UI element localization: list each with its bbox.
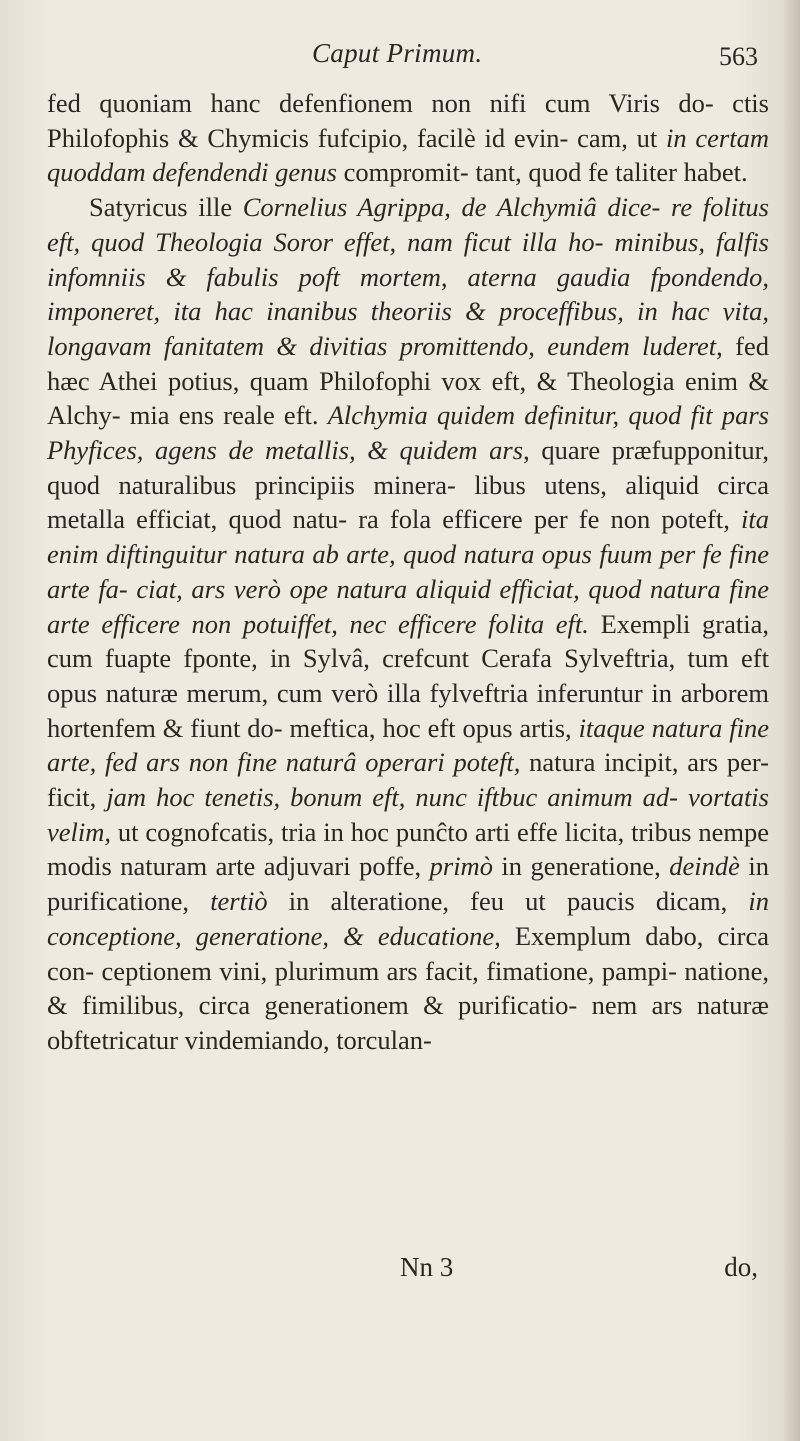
text-run: fed quoniam hanc defenfionem non nifi cum Viris do- ctis Philofophis & Chymicis fufcipio, facilè id evin- cam, ut bbox=[47, 88, 769, 153]
paragraph-2 bbox=[47, 190, 769, 1058]
italic-run: in conceptione, generatione, & educatione, bbox=[47, 886, 769, 951]
italic-run: Cornelius Agrippa, de Alchymiâ dice- re folitus eft, quod Theologia Soror effet, nam ficut illa ho- minibus, falfis infomniis & fabulis poft mortem, aterna gaudia fpondendo, imponeret, ita hac inanibus theoriis & proceffibus, in hac vita, longavam fanitatem & divitias promittendo, eundem luderet bbox=[47, 192, 769, 361]
italic-run: Alchymia quidem definitur, quod fit pars Phyfices, agens de metallis, & quidem ars bbox=[47, 400, 769, 466]
text-run: Exemplum dabo, circa con- ceptionem vini, plurimum ars facit, fimatione, pampi- natione, & fimilibus, circa generationem & purificatio- nem ars naturæ obftetricatur vindemiando, torculan- bbox=[47, 920, 769, 1055]
text-run: natura incipit, ars per- ficit, bbox=[47, 747, 769, 813]
body-text bbox=[47, 86, 769, 1058]
running-head: Caput Primum. bbox=[312, 38, 483, 68]
italic-run: deindè bbox=[669, 851, 740, 882]
page-header bbox=[0, 38, 800, 74]
page-footer bbox=[0, 1252, 800, 1292]
text-run: , fed hæc Athei potius, quam Philofophi vox eft, & Theologia enim & Alchy- mia ens reale eft. bbox=[47, 330, 769, 431]
italic-run: in certam quoddam defendendi genus bbox=[47, 122, 769, 188]
paragraph-1 bbox=[47, 86, 769, 190]
italic-run: jam hoc tenetis, bonum eft, nunc iftbuc animum ad- vortatis velim, bbox=[47, 782, 769, 847]
text-run: ut cognofcatis, tria in hoc punĉto arti effe licita, tribus nempe modis naturam arte adjuvari poffe, bbox=[47, 816, 769, 882]
text-run: , quare præfupponitur, quod naturalibus principiis minera- libus utens, aliquid circa metalla efficiat, quod natu- ra fola efficere per fe non poteft, bbox=[47, 435, 769, 535]
text-run: in generatione, bbox=[492, 851, 670, 882]
italic-run: itaque natura fine arte, fed ars non fine naturâ operari poteft, bbox=[47, 712, 770, 778]
italic-run: ita enim diftinguitur natura ab arte, quod natura opus fuum per fe fine arte fa- ciat, ars verò ope natura aliquid efficiat, quod natura fine arte efficere non potuiffet, nec efficere folita eft. bbox=[47, 504, 769, 639]
text-run: in alteratione, feu ut paucis dicam, bbox=[267, 886, 749, 917]
text-run: Satyricus ille bbox=[89, 192, 243, 223]
signature-mark: Nn 3 bbox=[400, 1252, 454, 1282]
italic-run: tertiò bbox=[210, 886, 268, 917]
catchword: do, bbox=[724, 1252, 758, 1282]
italic-run: primò bbox=[429, 851, 493, 882]
text-run: Exempli gratia, cum fuapte fponte, in Sylvâ, crefcunt Cerafa Sylveftria, tum eft opus naturæ merum, cum verò illa fylveftria inferuntur in arborem hortenfem & fiunt do- meftica, hoc eft opus artis, bbox=[47, 608, 769, 743]
text-run: compromit- tant, quod fe taliter habet. bbox=[336, 157, 748, 188]
page-number: 563 bbox=[719, 42, 758, 71]
page-edge-shadow bbox=[782, 0, 800, 1441]
text-run: in purificatione, bbox=[47, 851, 769, 917]
